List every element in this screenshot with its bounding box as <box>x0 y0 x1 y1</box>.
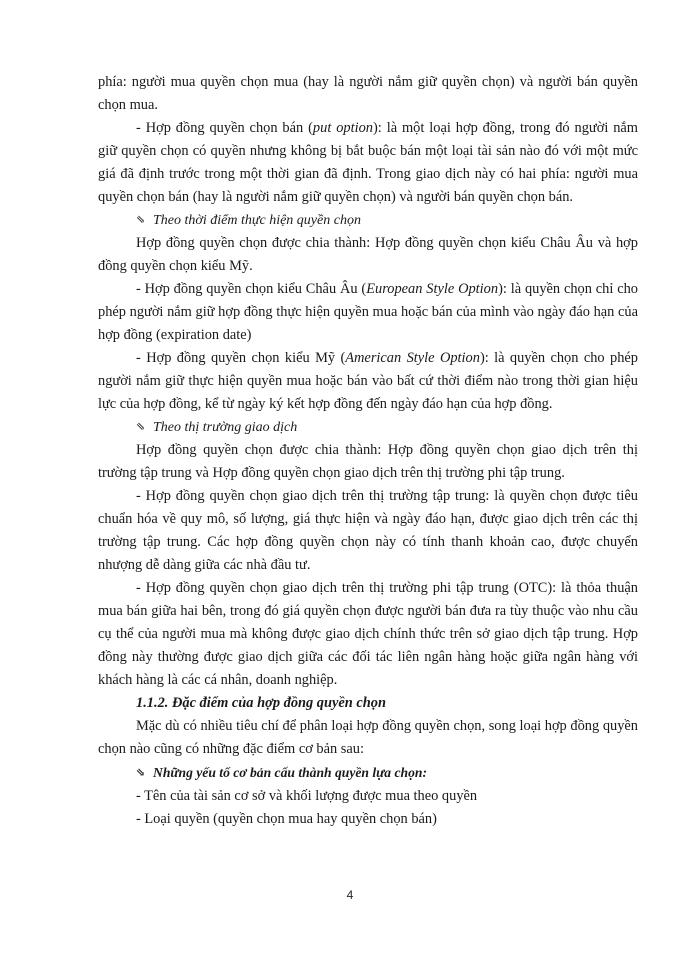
subheading-exercise-time: ⇘ Theo thời điểm thực hiện quyền chọn <box>136 209 638 232</box>
subheading-market: ⇘ Theo thị trường giao dịch <box>136 416 638 439</box>
bullet-arrow-icon: ⇘ <box>136 767 146 779</box>
page-number: 4 <box>346 888 354 902</box>
paragraph-european-option: - Hợp đồng quyền chọn kiểu Châu Âu (European Style Option): là quyền chọn chỉ cho phép người nắm giữ hợp đồng thực hiện quyền mua hoặc bán của mình vào ngày đáo hạn của hợp đồng (expiration date) <box>98 281 638 343</box>
paragraph-put-option: - Hợp đồng quyền chọn bán (put option): là một loại hợp đồng, trong đó người nắm giữ quyền chọn có quyền nhưng không bị bắt buộc bán một loại tài sản nào đó với một mức giá đã định trước trong một thời gian đã định. Trong giao dịch này có hai phía: người mua quyền chọn bán (hay là người nắm giữ quyền chọn) và người bán quyền chọn bán. <box>98 120 639 205</box>
paragraph-exercise-classes: Hợp đồng quyền chọn được chia thành: Hợp đồng quyền chọn kiểu Châu Âu và hợp đồng quyền chọn kiểu Mỹ. <box>98 235 638 274</box>
list-item-option-type: - Loại quyền (quyền chọn mua hay quyền chọn bán) <box>136 811 437 827</box>
subheading-basic-elements: ⇘ Những yếu tố cơ bản cấu thành quyền lựa chọn: <box>136 761 638 785</box>
paragraph-otc: - Hợp đồng quyền chọn giao dịch trên thị trường phi tập trung (OTC): là thỏa thuận mua bán giữa hai bên, trong đó giá quyền chọn được người bán đưa ra tùy thuộc vào nhu cầu cụ thể của người mua mà không được giao dịch chính thức trên sở giao dịch tập trung. Hợp đồng này thường được giao dịch giữa các đối tác liên ngân hàng hoặc giữa ngân hàng với khách hàng là các cá nhân, doanh nghiệp. <box>98 580 638 688</box>
paragraph-exchange-traded: - Hợp đồng quyền chọn giao dịch trên thị trường tập trung: là quyền chọn được tiêu chuẩn hóa về quy mô, số lượng, giá thực hiện và ngày đáo hạn, được giao dịch trên các thị trường tập trung. Các hợp đồng quyền chọn này có tính thanh khoản cao, được chuyển nhượng dễ dàng giữa các nhà đầu tư. <box>98 488 638 573</box>
paragraph-market-classes: Hợp đồng quyền chọn được chia thành: Hợp đồng quyền chọn giao dịch trên thị trường tập trung và Hợp đồng quyền chọn giao dịch trên thị trường phi tập trung. <box>98 442 638 481</box>
term-european-option: European Style Option <box>366 281 499 297</box>
bullet-arrow-icon: ⇘ <box>136 421 146 433</box>
term-american-option: American Style Option <box>345 350 480 366</box>
section-heading-characteristics: 1.1.2. Đặc điểm của hợp đồng quyền chọn <box>136 695 386 711</box>
paragraph-characteristics-intro: Mặc dù có nhiều tiêu chí để phân loại hợp đồng quyền chọn, song loại hợp đồng quyền chọn nào cũng có những đặc điểm cơ bản sau: <box>98 718 638 757</box>
paragraph-american-option: - Hợp đồng quyền chọn kiểu Mỹ (American Style Option): là quyền chọn cho phép người nắm giữ thực hiện quyền mua hoặc bán vào bất cứ thời điểm nào trong thời gian hiệu lực của hợp đồng, kể từ ngày ký kết hợp đồng đến ngày đáo hạn của hợp đồng. <box>98 350 638 412</box>
document-page <box>98 71 638 831</box>
paragraph-call-option-end: phía: người mua quyền chọn mua (hay là người nắm giữ quyền chọn) và người bán quyền chọn mua. <box>98 74 638 113</box>
term-put-option: put option <box>312 120 373 136</box>
bullet-arrow-icon: ⇘ <box>136 214 146 226</box>
list-item-underlying-asset: - Tên của tài sản cơ sở và khối lượng được mua theo quyền <box>136 788 478 804</box>
